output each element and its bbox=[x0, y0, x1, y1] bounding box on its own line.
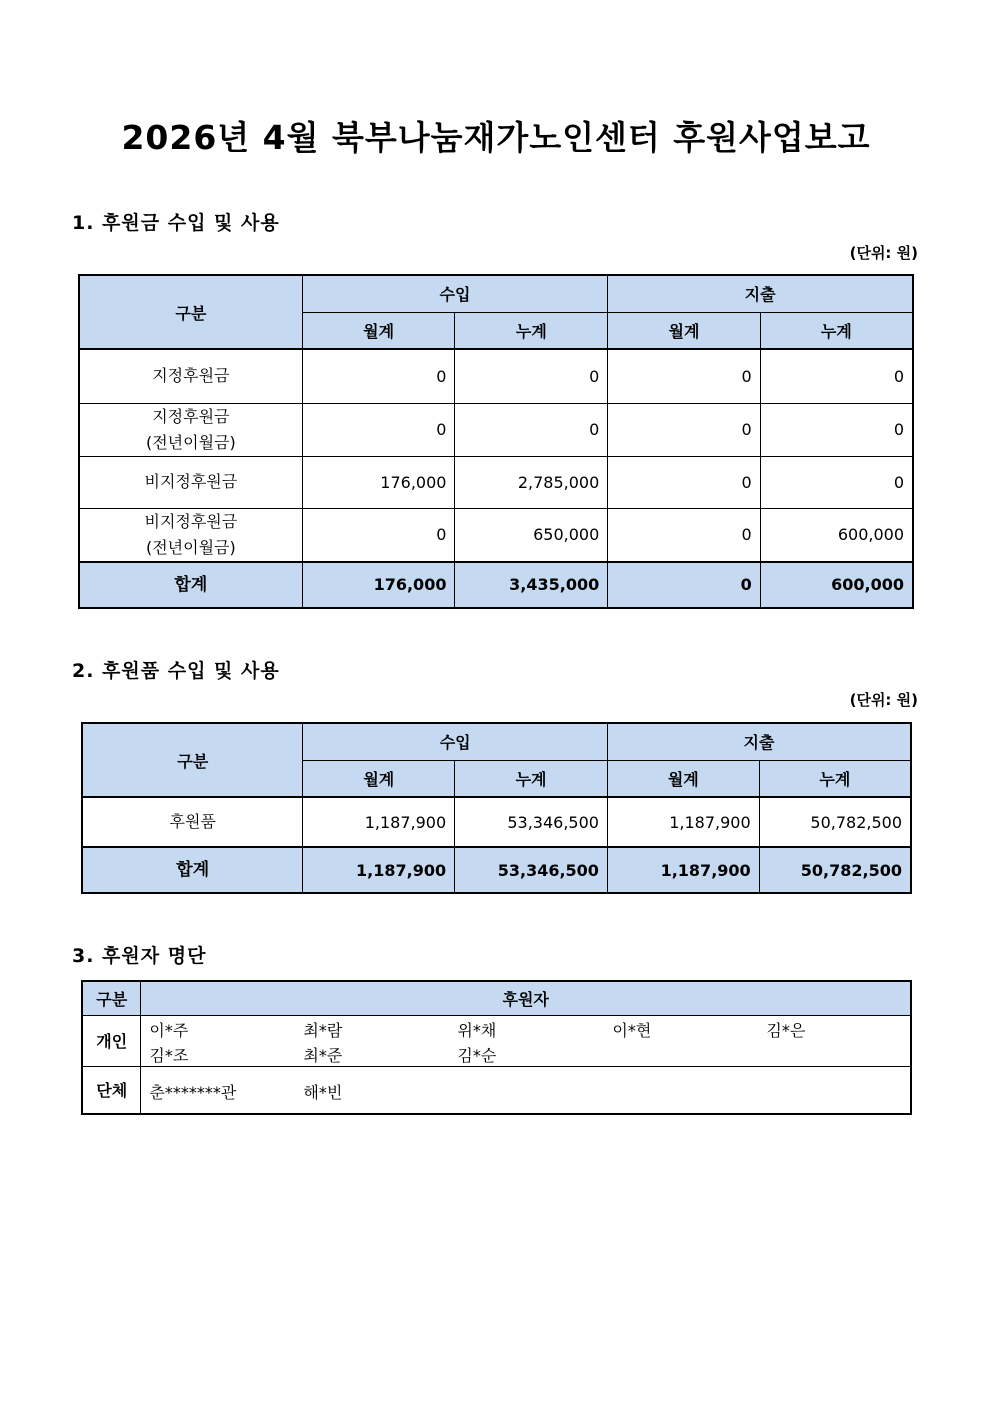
total-expense-cumulative: 50,782,500 bbox=[759, 847, 911, 893]
expense-cumulative-cell: 0 bbox=[760, 349, 913, 403]
expense-cumulative-cell: 0 bbox=[760, 456, 913, 508]
table-row bbox=[79, 403, 913, 456]
donor-name: 춘*******관 bbox=[149, 1082, 237, 1102]
header-category: 구분 bbox=[82, 723, 303, 797]
row-label bbox=[79, 349, 302, 403]
donor-name: 위*채 bbox=[457, 1020, 497, 1040]
individual-names bbox=[141, 1015, 911, 1066]
total-income-monthly: 176,000 bbox=[302, 562, 455, 608]
table-row bbox=[79, 456, 913, 508]
income-monthly-cell: 0 bbox=[302, 349, 455, 403]
total-row bbox=[82, 847, 911, 893]
total-expense-cumulative: 600,000 bbox=[760, 562, 913, 608]
row-label-text: 비지정후원금 bbox=[144, 511, 238, 531]
row-label bbox=[79, 508, 302, 562]
donor-row-group bbox=[82, 1066, 911, 1114]
total-income-monthly: 1,187,900 bbox=[303, 847, 455, 893]
donation-goods-table bbox=[81, 722, 912, 894]
donor-header-category: 구분 bbox=[82, 981, 141, 1015]
donor-name: 이*현 bbox=[612, 1020, 652, 1040]
total-label: 합계 bbox=[79, 562, 302, 608]
donation-money-table bbox=[78, 274, 914, 609]
group-names bbox=[141, 1066, 911, 1114]
row-label bbox=[79, 456, 302, 508]
header-income-monthly: 월계 bbox=[302, 312, 455, 349]
header-income: 수입 bbox=[303, 723, 608, 760]
header-category: 구분 bbox=[79, 275, 302, 349]
table-row bbox=[82, 797, 911, 847]
header-expense-cumulative: 누계 bbox=[759, 760, 911, 797]
expense-monthly-cell: 0 bbox=[608, 508, 760, 562]
donor-row-individual bbox=[82, 1015, 911, 1066]
income-cumulative-cell: 0 bbox=[455, 403, 608, 456]
donor-category-group: 단체 bbox=[82, 1066, 141, 1114]
header-expense-monthly: 월계 bbox=[607, 760, 759, 797]
row-sublabel-text: (전년이월금) bbox=[145, 432, 236, 452]
header-income-cumulative: 누계 bbox=[455, 312, 608, 349]
income-monthly-cell: 0 bbox=[302, 508, 455, 562]
expense-cumulative-cell: 600,000 bbox=[760, 508, 913, 562]
donor-name: 이*주 bbox=[149, 1020, 189, 1040]
section2-heading: 2. 후원품 수입 및 사용 bbox=[72, 660, 280, 682]
income-cumulative-cell: 53,346,500 bbox=[455, 797, 608, 847]
row-label: 후원품 bbox=[82, 797, 303, 847]
header-income-monthly: 월계 bbox=[303, 760, 455, 797]
income-cumulative-cell: 650,000 bbox=[455, 508, 608, 562]
income-cumulative-cell: 0 bbox=[455, 349, 608, 403]
total-label: 합계 bbox=[82, 847, 303, 893]
header-income: 수입 bbox=[302, 275, 608, 312]
income-monthly-cell: 0 bbox=[302, 403, 455, 456]
donor-name: 김*조 bbox=[149, 1045, 189, 1065]
total-expense-monthly: 1,187,900 bbox=[607, 847, 759, 893]
total-expense-monthly: 0 bbox=[608, 562, 760, 608]
expense-monthly-cell: 0 bbox=[608, 403, 760, 456]
total-income-cumulative: 3,435,000 bbox=[455, 562, 608, 608]
expense-cumulative-cell: 50,782,500 bbox=[759, 797, 911, 847]
header-expense: 지출 bbox=[608, 275, 913, 312]
expense-monthly-cell: 1,187,900 bbox=[607, 797, 759, 847]
income-monthly-cell: 176,000 bbox=[302, 456, 455, 508]
donor-name: 김*은 bbox=[766, 1020, 806, 1040]
donor-name: 김*순 bbox=[457, 1045, 497, 1065]
table-row bbox=[79, 349, 913, 403]
header-expense-cumulative: 누계 bbox=[760, 312, 913, 349]
total-income-cumulative: 53,346,500 bbox=[455, 847, 608, 893]
expense-cumulative-cell: 0 bbox=[760, 403, 913, 456]
row-label-text: 비지정후원금 bbox=[144, 472, 238, 491]
donor-name: 최*준 bbox=[303, 1045, 343, 1065]
total-row bbox=[79, 562, 913, 608]
section1-unit: (단위: 원) bbox=[849, 244, 918, 262]
row-label bbox=[79, 403, 302, 456]
header-expense-monthly: 월계 bbox=[608, 312, 760, 349]
section1-heading: 1. 후원금 수입 및 사용 bbox=[72, 212, 280, 234]
donor-category-individual: 개인 bbox=[82, 1015, 141, 1066]
section3-heading: 3. 후원자 명단 bbox=[72, 945, 207, 967]
page-title: 2026년 4월 북부나눔재가노인센터 후원사업보고 bbox=[121, 118, 871, 157]
header-income-cumulative: 누계 bbox=[455, 760, 608, 797]
expense-monthly-cell: 0 bbox=[608, 456, 760, 508]
row-sublabel-text: (전년이월금) bbox=[145, 537, 236, 557]
donor-name: 최*람 bbox=[303, 1020, 343, 1040]
row-label-text: 지정후원금 bbox=[152, 406, 230, 426]
expense-monthly-cell: 0 bbox=[608, 349, 760, 403]
header-expense: 지출 bbox=[607, 723, 911, 760]
row-label-text: 지정후원금 bbox=[152, 366, 230, 386]
income-cumulative-cell: 2,785,000 bbox=[455, 456, 608, 508]
donor-list-table bbox=[81, 980, 912, 1115]
donor-header-donors: 후원자 bbox=[141, 981, 911, 1015]
table-row bbox=[79, 508, 913, 562]
section2-unit: (단위: 원) bbox=[849, 691, 918, 709]
income-monthly-cell: 1,187,900 bbox=[303, 797, 455, 847]
donor-name: 해*빈 bbox=[303, 1082, 343, 1102]
